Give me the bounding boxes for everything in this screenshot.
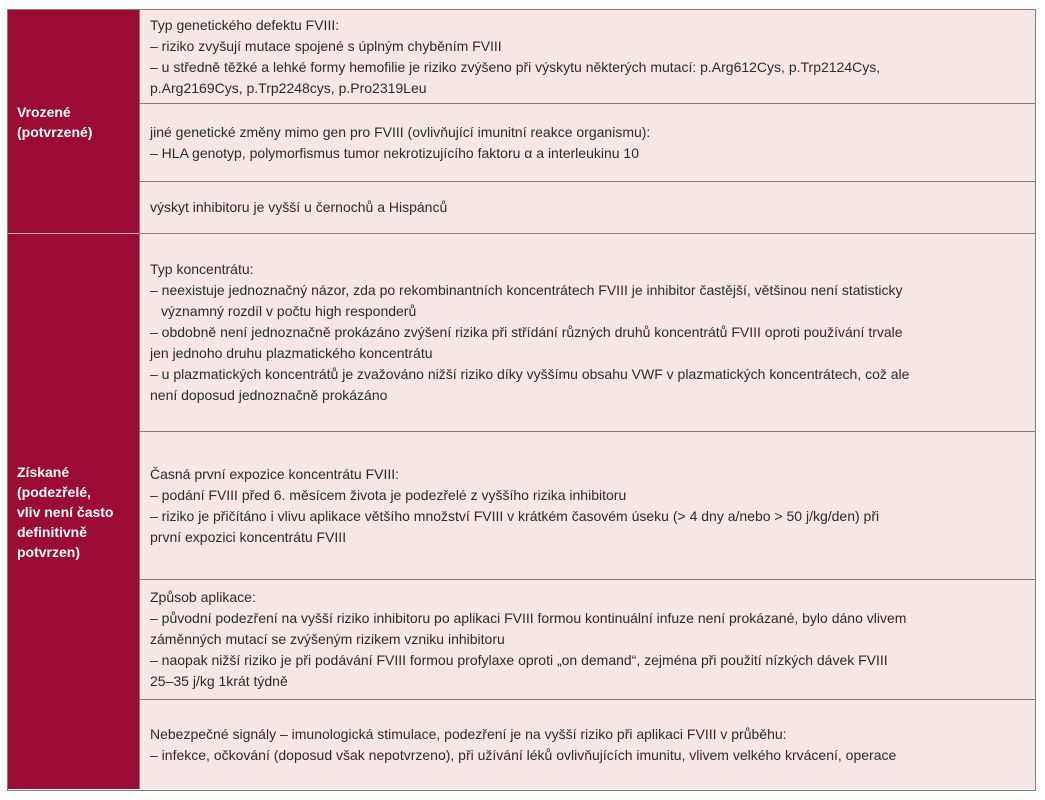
early-exposure-cell: [139, 432, 1035, 580]
category-congenital: [8, 10, 139, 234]
text-line: výskyt inhibitoru je vyšší u černochů a Hispánců: [150, 199, 448, 215]
text-line: p.Arg2169Cys, p.Trp2248cys, p.Pro2319Leu: [150, 79, 427, 96]
ethnicity-cell: [139, 182, 1035, 234]
category-acquired: [8, 234, 139, 789]
text-line: – neexistuje jednoznačný názor, zda po rekombinantních koncentrátech FVIII je inhibitor častější, většinou není statisticky: [150, 282, 903, 298]
text-line: Nebezpečné signály – imunologická stimulace, podezření je na vyšší riziko při aplikaci FVIII v průběhu:: [150, 725, 787, 742]
text-line: – HLA genotyp, polymorfismus tumor nekrotizujícího faktoru α a interleukinu 10: [150, 144, 640, 161]
danger-signals-cell: [139, 700, 1035, 789]
text-line: – naopak nižší riziko je při podávání FVIII formou profylaxe oproti „on demand“, zejména při použití nízkých dávek FVIII: [150, 652, 888, 668]
text-line: Typ genetického defektu FVIII:: [150, 16, 340, 33]
text-line: záměnných mutací se zvýšeným rizikem vzniku inhibitoru: [150, 631, 505, 647]
text-line: jen jednoho druhu plazmatického koncentrátu: [150, 345, 433, 361]
text-line: – infekce, očkování (doposud však nepotvrzeno), při užívání léků ovlivňujících imunitu, vlivem velkého krvácení, operace: [150, 746, 897, 763]
category-acquired-label: Získané (podezřelé, vliv není často definitivně potvrzen): [17, 463, 114, 560]
text-line: – u plazmatických koncentrátů je zvažováno nižší riziko díky vyššímu obsahu VWF v plazmatických koncentrátech, což ale: [150, 366, 910, 382]
genetic-defect-cell: [139, 10, 1035, 104]
text-line: Typ koncentrátu:: [150, 261, 254, 277]
risk-factor-table: [7, 9, 1036, 791]
text-line: – riziko zvyšují mutace spojené s úplným chyběním FVIII: [150, 37, 502, 54]
text-line: – původní podezření na vyšší riziko inhibitoru po aplikaci FVIII formou kontinuální infuze není prokázané, bylo dáno vlivem: [150, 610, 907, 626]
text-line: Časná první expozice koncentrátu FVIII:: [150, 465, 400, 482]
text-line: 25–35 j/kg 1krát týdně: [150, 673, 288, 689]
text-line: – obdobně není jednoznačně prokázáno zvýšení rizika při střídání různých druhů koncentrátů FVIII oproti používání trvale: [150, 324, 903, 340]
concentrate-type-cell: [139, 234, 1035, 432]
text-line: Způsob aplikace:: [150, 589, 256, 605]
text-line: není doposud jednoznačně prokázáno: [150, 387, 388, 403]
text-line: – riziko je přičítáno i vlivu aplikace většího množství FVIII v krátkém časovém úseku (> 4 dny a/nebo > 50 j/kg/den) při: [150, 507, 880, 524]
category-congenital-label: Vrozené (potvrzené): [17, 103, 93, 140]
text-line: významný rozdíl v počtu high responderů: [161, 303, 417, 319]
text-line: – u středně těžké a lehké formy hemofilie je riziko zvýšeno při výskytu některých mutací: p.Arg612Cys, p.Trp2124Cys,: [150, 58, 881, 75]
text-line: – podání FVIII před 6. měsícem života je podezřelé z vyššího rizika inhibitoru: [150, 486, 627, 503]
application-method-cell: [139, 580, 1035, 700]
other-genetic-cell: [139, 104, 1035, 182]
text-line: jiné genetické změny mimo gen pro FVIII (ovlivňující imunitní reakce organismu):: [150, 123, 651, 140]
text-line: první expozici koncentrátu FVIII: [150, 528, 347, 545]
